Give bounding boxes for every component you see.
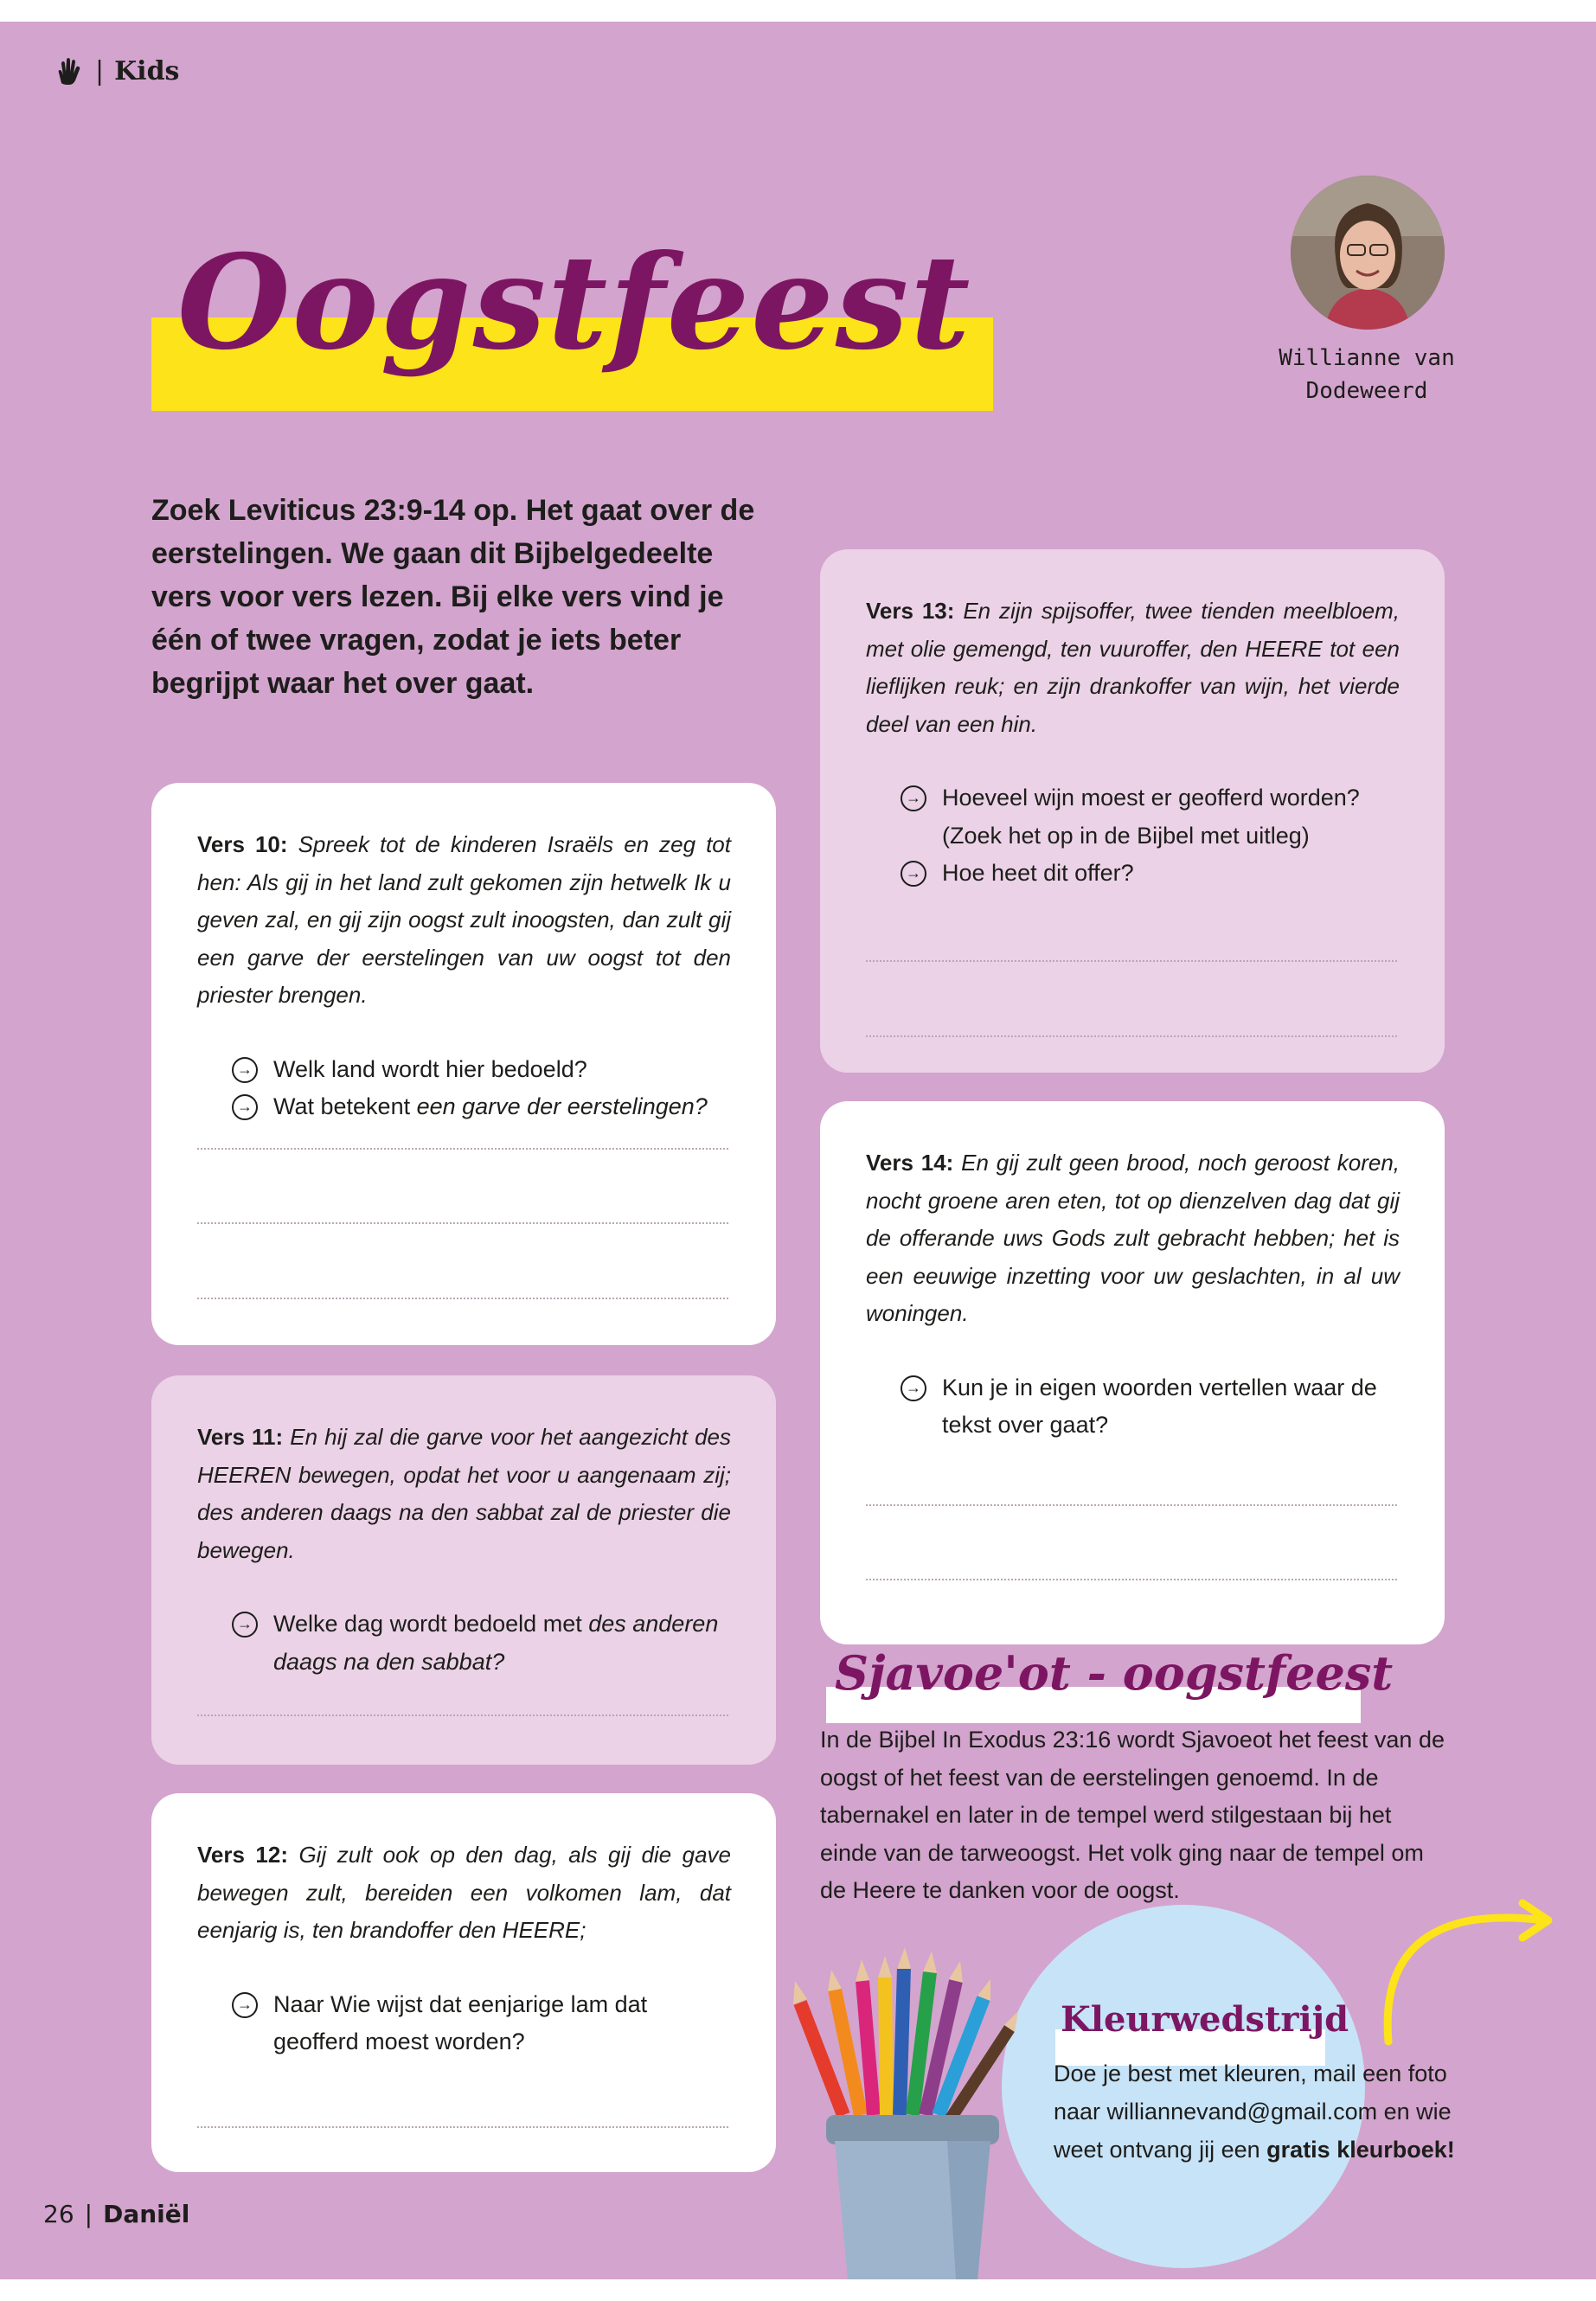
contest-title: Kleurwedstrijd bbox=[1061, 1999, 1349, 2040]
sjavoeot-title: Sjavoe'ot - oogstfeest bbox=[835, 1645, 1394, 1701]
question-list bbox=[866, 779, 1400, 893]
arrow-circle-icon: → bbox=[232, 1992, 258, 2018]
answer-line[interactable] bbox=[197, 2126, 728, 2128]
magazine-name: Daniël bbox=[103, 2200, 190, 2228]
arrow-circle-icon: → bbox=[901, 1375, 926, 1401]
question-list bbox=[197, 1986, 731, 2061]
author-photo bbox=[1291, 176, 1445, 330]
section-label: Kids bbox=[114, 56, 180, 87]
verse-card-11 bbox=[151, 1375, 776, 1765]
arrow-circle-icon: → bbox=[232, 1094, 258, 1120]
question-list bbox=[866, 1369, 1400, 1445]
answer-line[interactable] bbox=[197, 1148, 728, 1150]
question-item: → Hoe heet dit offer? bbox=[901, 855, 1400, 893]
verse-card-10 bbox=[151, 783, 776, 1345]
answer-line[interactable] bbox=[197, 1222, 728, 1224]
curved-arrow-icon bbox=[1375, 1886, 1557, 2059]
answer-line[interactable] bbox=[197, 1715, 728, 1716]
question-item: → Naar Wie wijst dat eenjarige lam dat geofferd moest worden? bbox=[232, 1986, 731, 2061]
question-item: → Kun je in eigen woorden vertellen waar de tekst over gaat? bbox=[901, 1369, 1400, 1445]
question-list bbox=[197, 1606, 731, 1681]
verse-text: Vers 14: En gij zult geen brood, noch geroost koren, nocht groene aren eten, tot op dienzelven dag dat gij de offerande uws Gods zult gebracht hebben; het is een eeuwige inzetting voor uw geslachten, in al uw woningen. bbox=[866, 1150, 1401, 1326]
question-item: → Wat betekent een garve der eerstelingen? bbox=[232, 1088, 731, 1126]
question-item: → Hoeveel wijn moest er geofferd worden? (Zoek het op in de Bijbel met uitleg) bbox=[901, 779, 1400, 855]
verse-card-13 bbox=[820, 549, 1445, 1073]
answer-line[interactable] bbox=[866, 1035, 1397, 1037]
verse-card-14 bbox=[820, 1101, 1445, 1644]
arrow-circle-icon: → bbox=[901, 861, 926, 887]
answer-line[interactable] bbox=[866, 1504, 1397, 1506]
answer-line[interactable] bbox=[197, 1298, 728, 1299]
pencil-cup-illustration bbox=[783, 1942, 1042, 2279]
sjavoeot-text: In de Bijbel In Exodus 23:16 wordt Sjavoeot het feest van de oogst of het feest van de eerstelingen genoemd. In de tabernakel en later in de tempel werd stilgestaan bij het einde van de tarweoogst. Het volk ging naar de tempel om de Heere te danken voor de oogst. bbox=[820, 1727, 1445, 1903]
verse-text: Vers 12: Gij zult ook op den dag, als gij die gave bewegen zult, bereiden een volkomen lam, dat eenjarig is, ten brandoffer den HEERE; bbox=[197, 1842, 731, 1943]
verse-card-12 bbox=[151, 1793, 776, 2172]
author-name: Willianne van Dodeweerd bbox=[1279, 345, 1455, 404]
question-item: → Welk land wordt hier bedoeld? bbox=[232, 1051, 731, 1089]
contest-text: Doe je best met kleuren, mail een foto naar williannevand@gmail.com en wie weet ontvang jij een gratis kleurboek! bbox=[1054, 2061, 1455, 2163]
verse-text: Vers 11: En hij zal die garve voor het aangezicht des HEEREN bewegen, opdat het voor u aangenaam zij; des anderen daags na den sabbat zal de priester die bewegen. bbox=[197, 1424, 732, 1563]
question-item: → Welke dag wordt bedoeld met des anderen daags na den sabbat? bbox=[232, 1606, 731, 1681]
answer-line[interactable] bbox=[866, 960, 1397, 962]
hand-icon bbox=[54, 57, 83, 87]
section-header: | Kids bbox=[54, 56, 179, 87]
arrow-circle-icon: → bbox=[232, 1612, 258, 1638]
intro-text: Zoek Leviticus 23:9-14 op. Het gaat over de eerstelingen. We gaan dit Bijbelgedeelte vers voor vers lezen. Bij elke vers vind je één of twee vragen, zodat je iets beter begrijpt waar het over gaat. bbox=[151, 494, 755, 700]
arrow-circle-icon: → bbox=[901, 785, 926, 811]
verse-text: Vers 10: Spreek tot de kinderen Israëls en zeg tot hen: Als gij in het land zult gekomen zijn hetwelk Ik u geven zal, en gij zijn oogst zult inoogsten, dan zult gij een garve der eerstelingen van uw oogst tot den priester brengen. bbox=[197, 831, 731, 1008]
arrow-circle-icon: → bbox=[232, 1057, 258, 1083]
page-footer: 26 | Daniël bbox=[43, 2200, 190, 2228]
page-title: Oogstfeest bbox=[177, 227, 972, 379]
verse-text: Vers 13: En zijn spijsoffer, twee tienden meelbloem, met olie gemengd, ten vuuroffer, den HEERE tot een lieflijken reuk; en zijn drankoffer van wijn, het vierde deel van een hin. bbox=[866, 598, 1400, 737]
page-number: 26 bbox=[43, 2200, 74, 2228]
answer-line[interactable] bbox=[866, 1579, 1397, 1580]
magazine-page bbox=[0, 22, 1596, 2279]
question-list bbox=[197, 1051, 731, 1126]
